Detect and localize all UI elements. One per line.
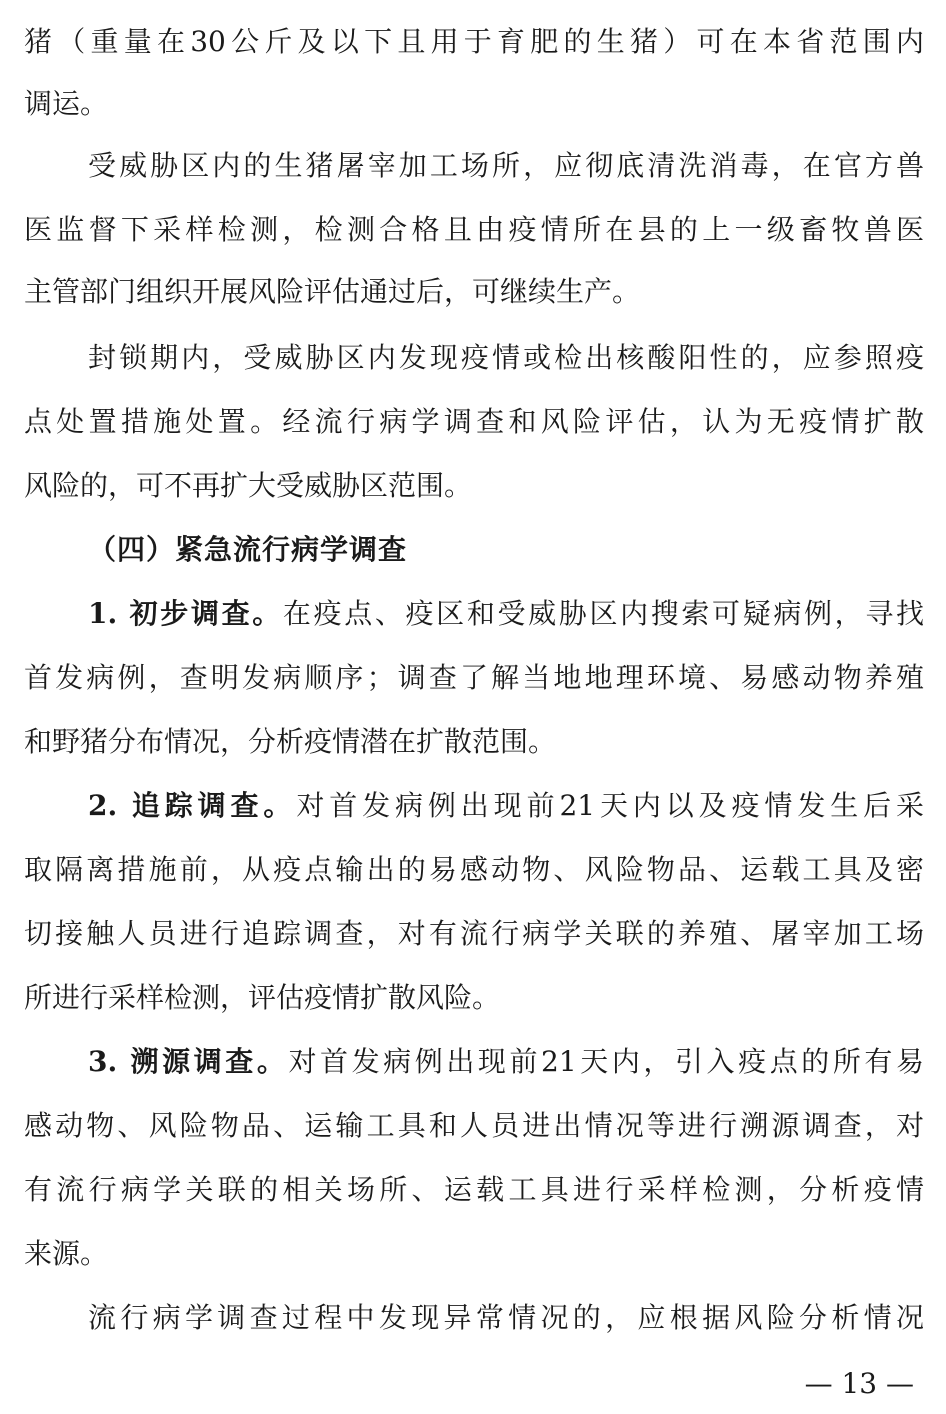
paragraph-line [88, 1042, 924, 1082]
subheading-source-tracing: 3. 溯源调查。 [88, 1045, 289, 1078]
text-run: 在疫点、疫区和受威胁区内搜索可疑病例，寻找 [282, 597, 924, 630]
subheading-initial-investigation: 1. 初步调查。 [88, 597, 283, 630]
text-line: 点处置措施处置。经流行病学调查和风险评估，认为无疫情扩散 [24, 405, 924, 438]
text-line: 受威胁区内的生猪屠宰加工场所，应彻底清洗消毒，在官方兽 [88, 149, 924, 182]
text-line: 所进行采样检测，评估疫情扩散风险。 [24, 981, 501, 1014]
text-line: 医监督下采样检测，检测合格且由疫情所在县的上一级畜牧兽医 [24, 213, 924, 246]
text-line: 感动物、风险物品、运输工具和人员进出情况等进行溯源调查，对 [24, 1109, 924, 1142]
paragraph-line [88, 594, 924, 634]
text-line: 风险的，可不再扩大受威胁区范围。 [24, 469, 473, 502]
section-heading: （四）紧急流行病学调查 [88, 533, 408, 566]
text-line: 主管部门组织开展风险评估通过后，可继续生产。 [24, 275, 641, 308]
text-run: 对首发病例出现前21天内以及疫情发生后采 [296, 789, 924, 822]
text-line: 首发病例，查明发病顺序；调查了解当地地理环境、易感动物养殖 [24, 661, 924, 694]
text-line: 流行病学调查过程中发现异常情况的，应根据风险分析情况 [88, 1301, 924, 1334]
text-line: 有流行病学关联的相关场所、运载工具进行采样检测，分析疫情 [24, 1173, 924, 1206]
paragraph-line [88, 786, 924, 826]
text-line: 调运。 [24, 87, 109, 120]
text-line: 切接触人员进行追踪调查，对有流行病学关联的养殖、屠宰加工场 [24, 917, 924, 950]
text-line: 取隔离措施前，从疫点输出的易感动物、风险物品、运载工具及密 [24, 853, 924, 886]
text-line: 封锁期内，受威胁区内发现疫情或检出核酸阳性的，应参照疫 [88, 341, 924, 374]
text-line: 来源。 [24, 1237, 109, 1270]
text-line: 猪（重量在30公斤及以下且用于育肥的生猪）可在本省范围内 [24, 25, 924, 58]
page-number: — 13 — [804, 1367, 914, 1400]
subheading-tracking-investigation: 2. 追踪调查。 [88, 789, 297, 822]
text-line: 和野猪分布情况，分析疫情潜在扩散范围。 [24, 725, 557, 758]
text-run: 对首发病例出现前21天内，引入疫点的所有易 [288, 1045, 924, 1078]
